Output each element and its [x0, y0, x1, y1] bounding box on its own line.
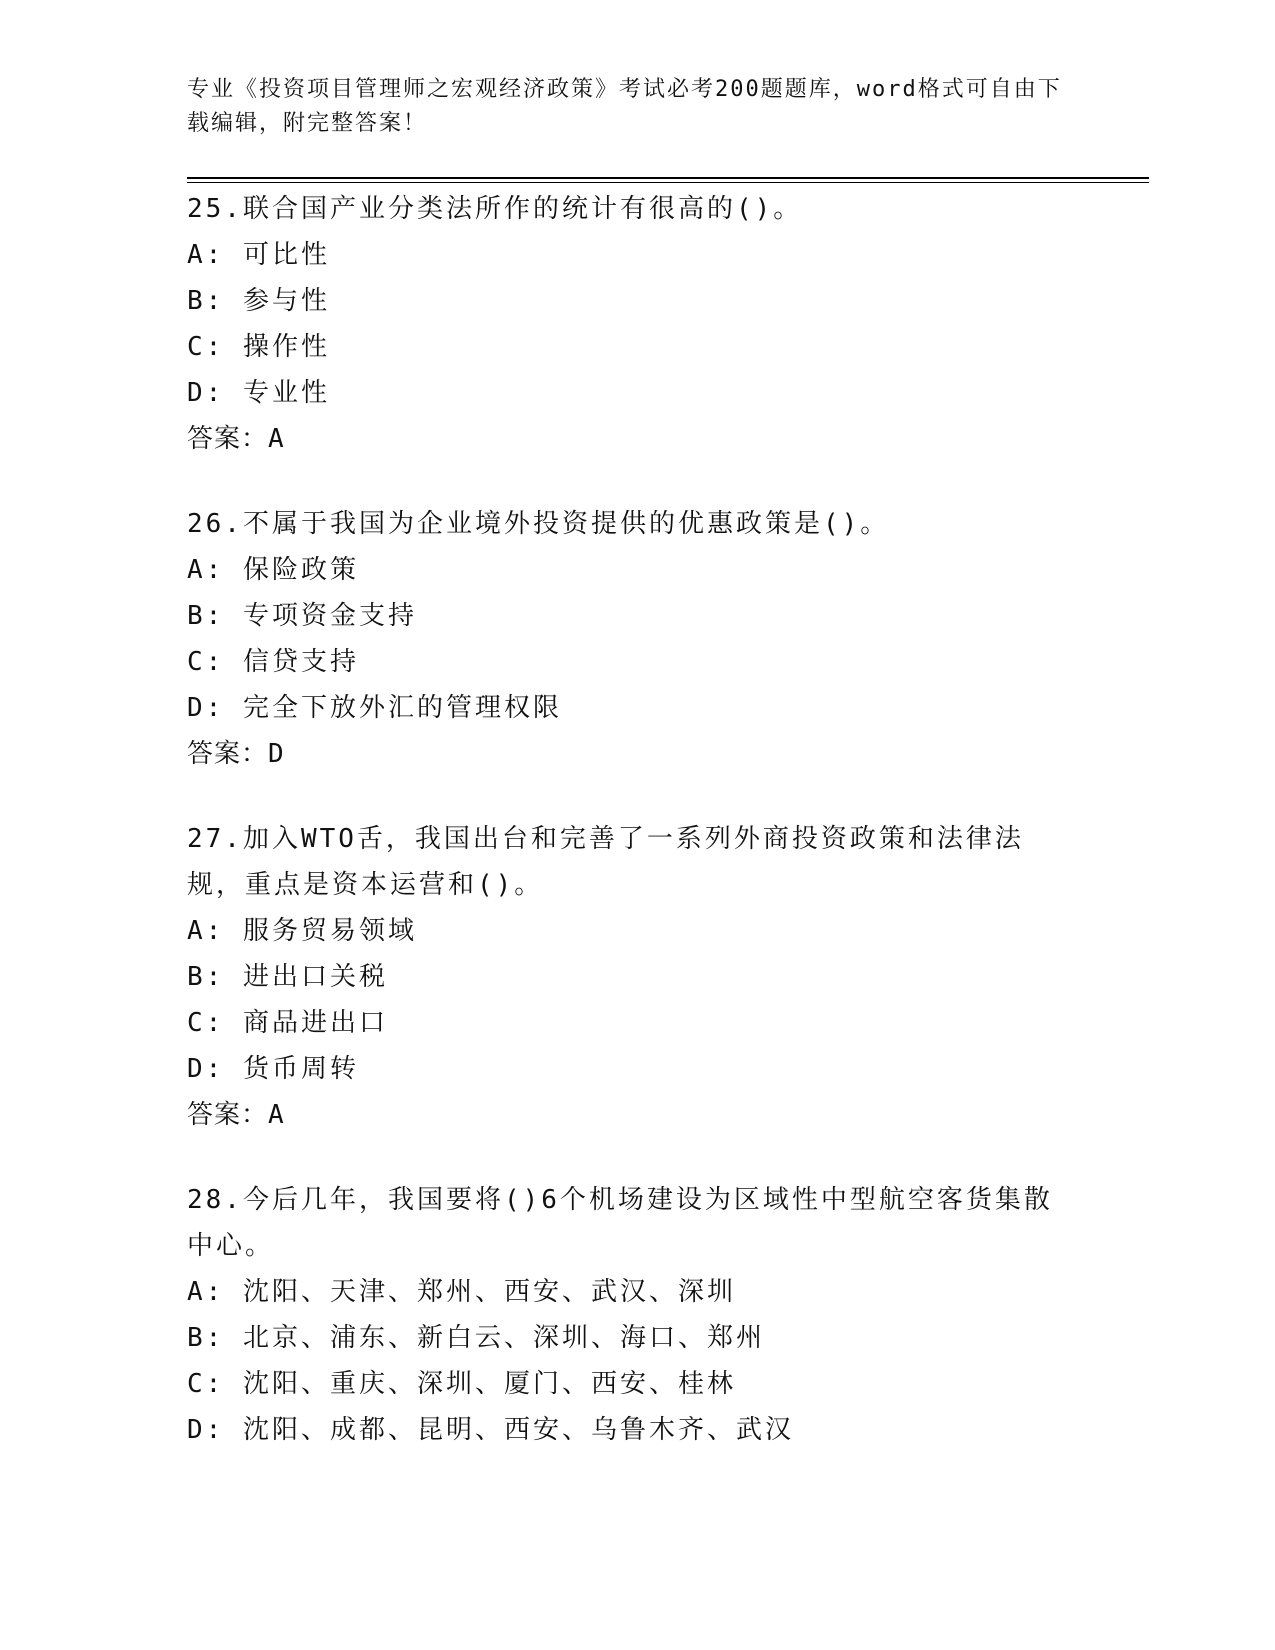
option-d: D: 货币周转 — [187, 1054, 359, 1084]
option-d: D: 沈阳、成都、昆明、西安、乌鲁木齐、武汉 — [187, 1415, 794, 1445]
document-header: 专业《投资项目管理师之宏观经济政策》考试必考200题题库，word格式可自由下载编辑，附完整答案！ — [187, 77, 1062, 136]
option-b: B: 参与性 — [187, 286, 330, 316]
option-c: C: 沈阳、重庆、深圳、厦门、西安、桂林 — [187, 1369, 736, 1399]
option-b: B: 专项资金支持 — [187, 601, 417, 631]
answer-value: A — [268, 1100, 285, 1130]
question-list — [187, 186, 1067, 1492]
question-27 — [187, 816, 1067, 1138]
answer-label: 答案： — [187, 424, 269, 454]
option-a: A: 保险政策 — [187, 555, 359, 585]
question-text: 28.今后几年，我国要将()6个机场建设为区域性中型航空客货集散中心。 — [187, 1185, 1053, 1261]
question-26 — [187, 501, 1067, 777]
answer-line — [187, 416, 1067, 462]
question-25 — [187, 186, 1067, 462]
question-28 — [187, 1177, 1067, 1453]
option-c: C: 信贷支持 — [187, 647, 359, 677]
answer-value: D — [268, 739, 285, 769]
answer-label: 答案： — [187, 1100, 269, 1130]
answer-value: A — [268, 424, 285, 454]
question-text: 25.联合国产业分类法所作的统计有很高的()。 — [187, 194, 803, 224]
header-divider-thick — [187, 177, 1149, 179]
question-text: 27.加入WTO舌，我国出台和完善了一系列外商投资政策和法律法规，重点是资本运营和()。 — [187, 824, 1024, 900]
answer-line — [187, 731, 1067, 777]
option-a: A: 沈阳、天津、郑州、西安、武汉、深圳 — [187, 1277, 736, 1307]
option-b: B: 北京、浦东、新白云、深圳、海口、郑州 — [187, 1323, 765, 1353]
option-c: C: 操作性 — [187, 332, 330, 362]
answer-label: 答案： — [187, 739, 269, 769]
option-c: C: 商品进出口 — [187, 1008, 388, 1038]
header-divider-thin — [187, 182, 1149, 183]
option-d: D: 完全下放外汇的管理权限 — [187, 693, 562, 723]
option-a: A: 可比性 — [187, 240, 330, 270]
option-a: A: 服务贸易领域 — [187, 916, 417, 946]
question-text: 26.不属于我国为企业境外投资提供的优惠政策是()。 — [187, 509, 890, 539]
answer-line — [187, 1092, 1067, 1138]
option-b: B: 进出口关税 — [187, 962, 388, 992]
option-d: D: 专业性 — [187, 378, 330, 408]
